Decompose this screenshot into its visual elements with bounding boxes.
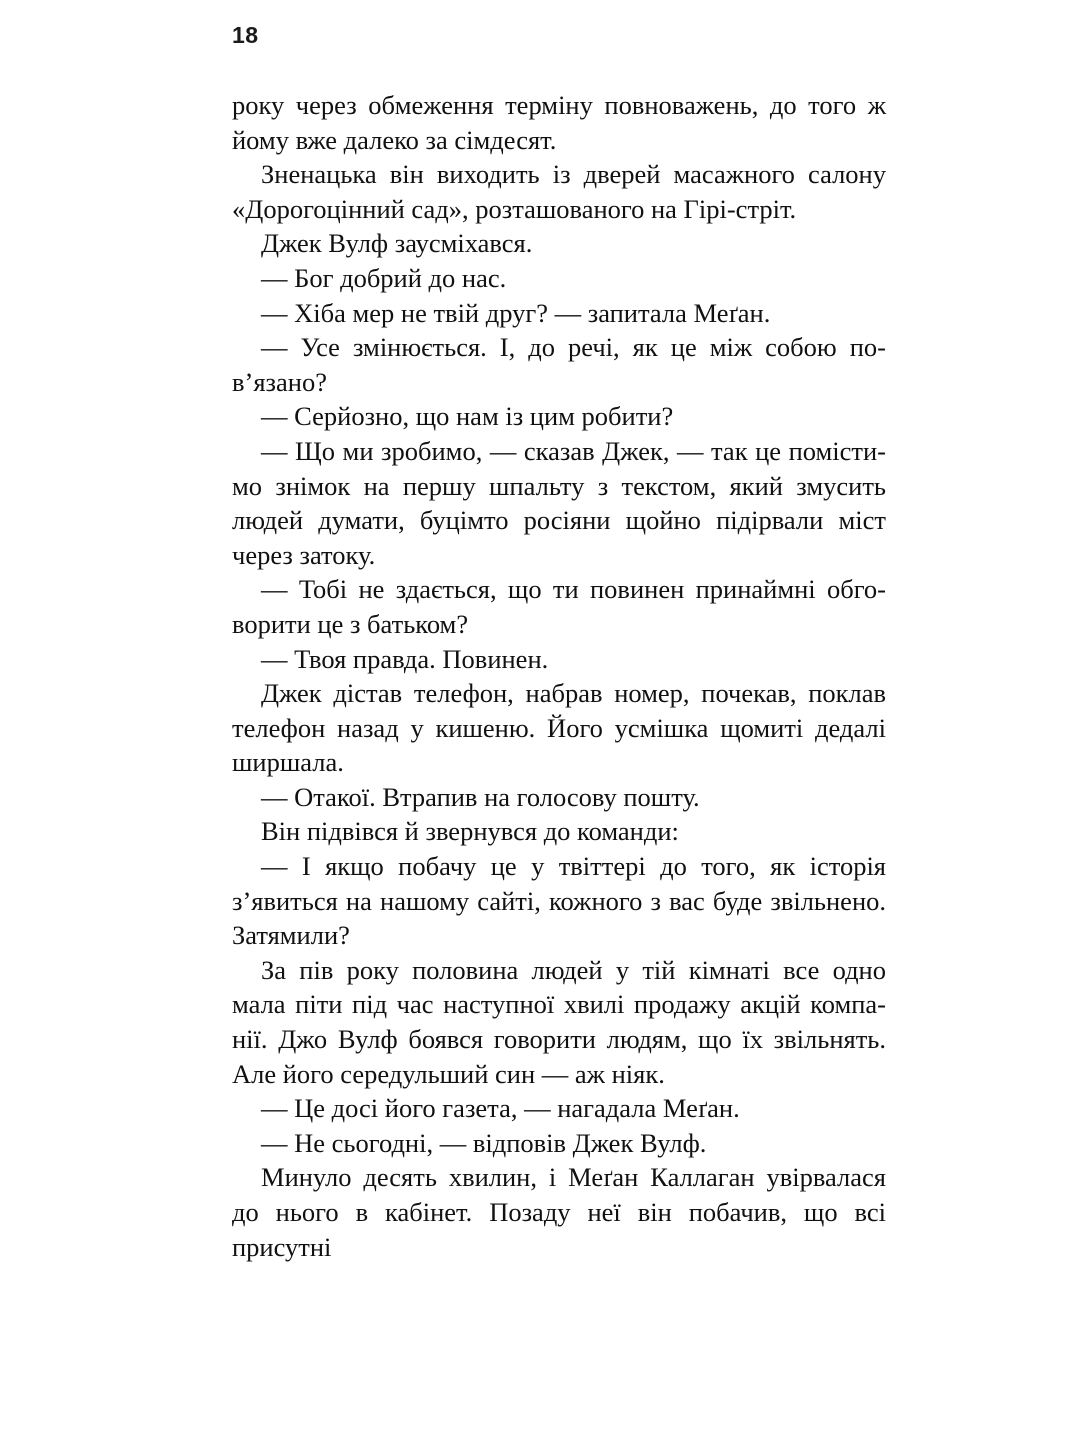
paragraph: Джек Вулф заусміхався.: [261, 228, 533, 259]
paragraph: — Серйозно, що нам із цим робити?: [261, 401, 674, 432]
paragraph: — Бог добрий до нас.: [261, 262, 507, 293]
paragraph: Він підвівся й звернувся до команди:: [261, 816, 679, 847]
body-text-block: [232, 88, 886, 1264]
paragraph: — Це досі його газета, — нагадала Меґан.: [261, 1093, 740, 1124]
paragraph: — І якщо побачу це у твіттері до того, як історія з’явиться на нашому сайті, кожного з вас буде звільнено. Затямили?: [232, 851, 886, 951]
paragraph: — Усе змінюється. І, до речі, як це між собою пов’язано?: [232, 332, 886, 397]
paragraph: — Твоя правда. Повинен.: [261, 643, 549, 674]
paragraph: За пів року половина людей у тій кімнаті все одно мала піти під час наступної хвилі продажу акцій компанії. Джо Вулф боявся говорити людям, що їх звільнять. Але його середульший син — аж ніяк.: [232, 954, 886, 1089]
page-number: 18: [232, 22, 259, 48]
paragraph: — Хіба мер не твій друг? — запитала Меґан.: [261, 297, 771, 328]
paragraph: року через обмеження терміну повноважень, до того ж йому вже далеко за сімдесят.: [232, 90, 886, 155]
paragraph: — Що ми зробимо, — сказав Джек, — так це помістимо знімок на першу шпальту з текстом, який змусить людей думати, буцімто росіяни щойно підірвали міст через затоку.: [232, 435, 886, 570]
paragraph: Зненацька він виходить із дверей масажного салону «Дорогоцінний сад», розташованого на Гірі-стріт.: [232, 159, 886, 224]
paragraph: Минуло десять хвилин, і Меґан Каллаган увірвалася до нього в кабінет. Позаду неї він побачив, що всі присутні: [232, 1162, 886, 1262]
paragraph: — Отакої. Втрапив на голосову пошту.: [261, 781, 700, 812]
paragraph: — Не сьогодні, — відповів Джек Вулф.: [261, 1127, 707, 1158]
paragraph: Джек дістав телефон, набрав номер, почекав, поклав телефон назад у кишеню. Його усмішка щомиті дедалі ширшала.: [232, 678, 886, 778]
paragraph: — Тобі не здається, що ти повинен принаймні обговорити це з батьком?: [232, 574, 886, 639]
